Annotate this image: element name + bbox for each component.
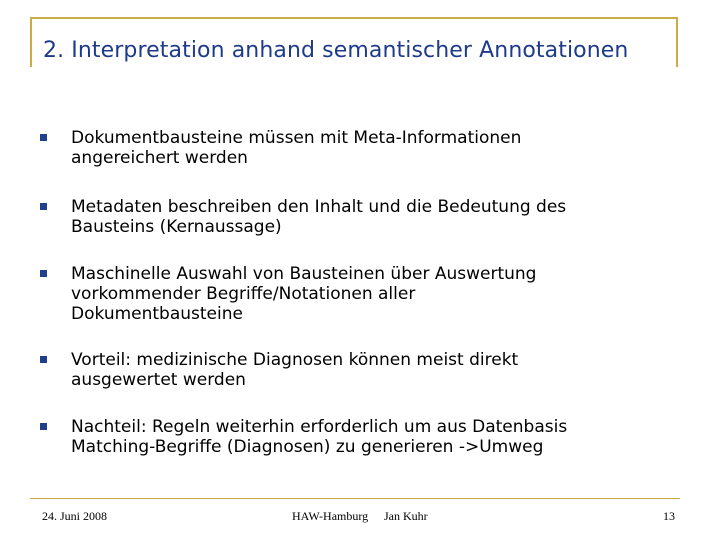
square-bullet-icon [40, 203, 47, 210]
footer-page-number: 13 [663, 509, 675, 523]
bullet-text: Dokumentbausteine müssen mit Meta-Informationen angereichert werden [71, 128, 522, 168]
title-frame-left-line [30, 17, 32, 67]
bullet-text: Vorteil: medizinische Diagnosen können meist direkt ausgewertet werden [71, 350, 519, 390]
title-frame-right-line [676, 17, 678, 67]
bullet-text: Metadaten beschreiben den Inhalt und die Bedeutung des Bausteins (Kernaussage) [71, 197, 567, 237]
square-bullet-icon [40, 356, 47, 363]
footer-date: 24. Juni 2008 [42, 509, 108, 523]
footer-divider [30, 498, 680, 499]
title-frame-top-line [30, 17, 678, 19]
bullet-text: Maschinelle Auswahl von Bausteinen über Auswertung vorkommender Begriffe/Notationen aller Dokumentbausteine [71, 264, 537, 324]
square-bullet-icon [40, 270, 47, 277]
bullet-text: Nachteil: Regeln weiterhin erforderlich um aus Datenbasis Matching-Begriffe (Diagnosen) zu generieren ->Umweg [71, 417, 568, 457]
footer-author: Jan Kuhr [384, 509, 428, 523]
footer-organization: HAW-Hamburg [292, 509, 369, 523]
square-bullet-icon [40, 134, 47, 141]
square-bullet-icon [40, 423, 47, 430]
slide-title: 2. Interpretation anhand semantischer Annotationen [43, 38, 629, 63]
